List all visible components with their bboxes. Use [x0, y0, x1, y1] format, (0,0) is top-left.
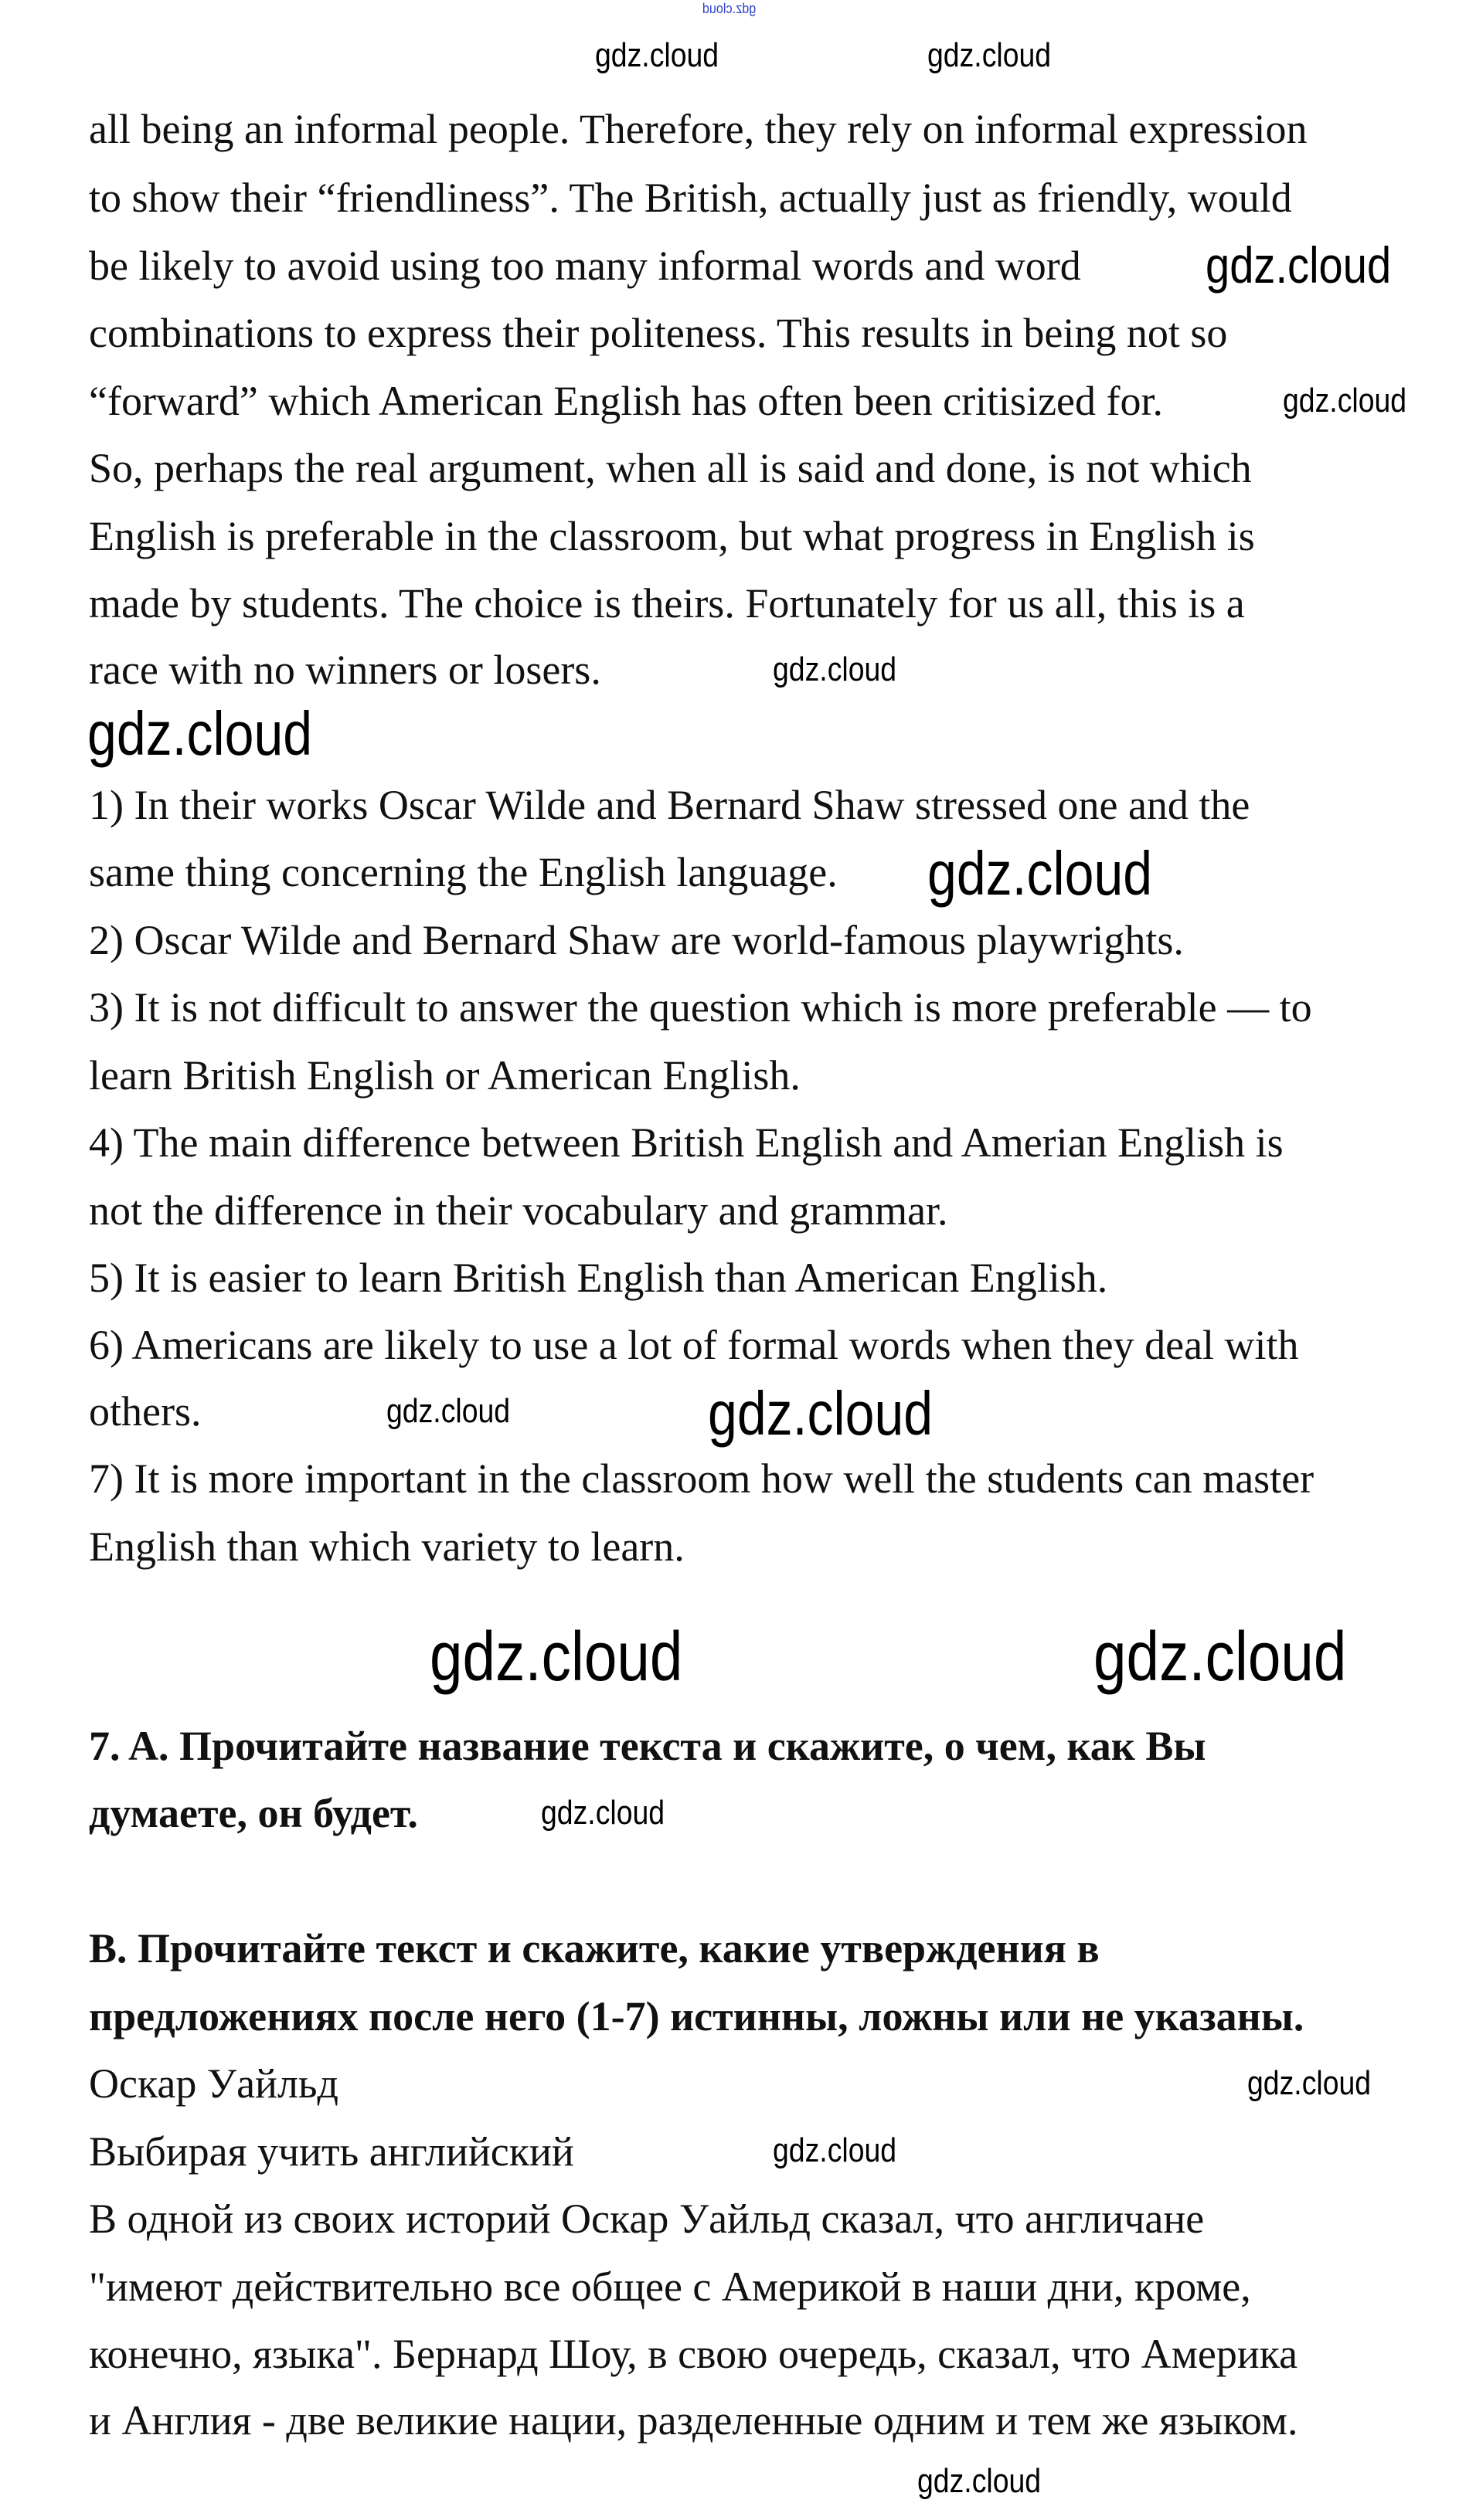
watermark: gdz.cloud — [1247, 2064, 1372, 2102]
passage-line: to show their “friendliness”. The British, actually just as friendly, would — [89, 175, 1292, 221]
passage-line: “forward” which American English has often been critisized for. — [89, 378, 1163, 424]
passage-line: all being an informal people. Therefore, they rely on informal expression — [89, 106, 1308, 152]
passage-line: race with no winners or losers. — [89, 647, 601, 693]
statement-line: 2) Oscar Wilde and Bernard Shaw are world-famous playwrights. — [89, 917, 1184, 963]
task-b-heading: предложениях после него (1-7) истинны, ложны или не указаны. — [89, 1993, 1304, 2039]
statement-line: 4) The main difference between British English and Amerian English is — [89, 1119, 1284, 1166]
watermark: gdz.cloud — [1093, 1618, 1347, 1696]
watermark: gdz.cloud — [773, 650, 897, 688]
text-author: Оскар Уайльд — [89, 2060, 338, 2107]
watermark: gdz.cloud — [917, 2462, 1042, 2500]
statement-line: not the difference in their vocabulary and grammar. — [89, 1187, 948, 1234]
passage-line: combinations to express their politeness. This results in being not so — [89, 310, 1228, 356]
statement-line: English than which variety to learn. — [89, 1523, 685, 1570]
translation-line: и Англия - две великие нации, разделенные одним и тем же языком. — [89, 2397, 1298, 2444]
text-title: Выбирая учить английский — [89, 2128, 574, 2175]
passage-line: English is preferable in the classroom, but what progress in English is — [89, 513, 1255, 559]
passage-line: made by students. The choice is theirs. Fortunately for us all, this is a — [89, 580, 1245, 627]
watermark: gdz.cloud — [430, 1618, 683, 1696]
task-a-heading: думаете, он будет. — [89, 1790, 418, 1836]
statement-line: 1) In their works Oscar Wilde and Bernard Shaw stressed one and the — [89, 782, 1250, 828]
watermark: gdz.cloud — [386, 1392, 511, 1430]
task-b-heading: B. Прочитайте текст и скажите, какие утверждения в — [89, 1925, 1100, 1972]
statement-line: others. — [89, 1388, 202, 1435]
translation-line: "имеют действительно все общее с Америкой в наши дни, кроме, — [89, 2264, 1251, 2310]
watermark: gdz.cloud — [708, 1379, 934, 1448]
translation-line: В одной из своих историй Оскар Уайльд сказал, что англичане — [89, 2196, 1205, 2242]
statement-line: same thing concerning the English language. — [89, 849, 838, 895]
watermark: gdz.cloud — [87, 699, 313, 768]
statement-line: 6) Americans are likely to use a lot of formal words when they deal with — [89, 1322, 1299, 1368]
task-a-heading: 7. A. Прочитайте название текста и скажите, о чем, как Вы — [89, 1723, 1206, 1769]
watermark: gdz.cloud — [927, 839, 1153, 908]
watermark: gdz.cloud — [927, 36, 1052, 74]
watermark: gdz.cloud — [1206, 236, 1392, 294]
statement-line: 5) It is easier to learn British English than American English. — [89, 1255, 1108, 1301]
watermark: gdz.cloud — [595, 36, 719, 74]
statement-line: 7) It is more important in the classroom how well the students can master — [89, 1455, 1314, 1502]
statement-line: learn British English or American English. — [89, 1052, 801, 1099]
statement-line: 3) It is not difficult to answer the question which is more preferable — to — [89, 984, 1312, 1031]
watermark-top: gdz.cloud — [702, 1, 757, 16]
passage-line: be likely to avoid using too many informal words and word — [89, 243, 1081, 289]
watermark: gdz.cloud — [541, 1794, 665, 1832]
watermark: gdz.cloud — [773, 2131, 897, 2169]
passage-line: So, perhaps the real argument, when all is said and done, is not which — [89, 445, 1252, 491]
watermark: gdz.cloud — [1283, 382, 1407, 419]
translation-line: конечно, языка". Бернард Шоу, в свою очередь, сказал, что Америка — [89, 2331, 1298, 2377]
